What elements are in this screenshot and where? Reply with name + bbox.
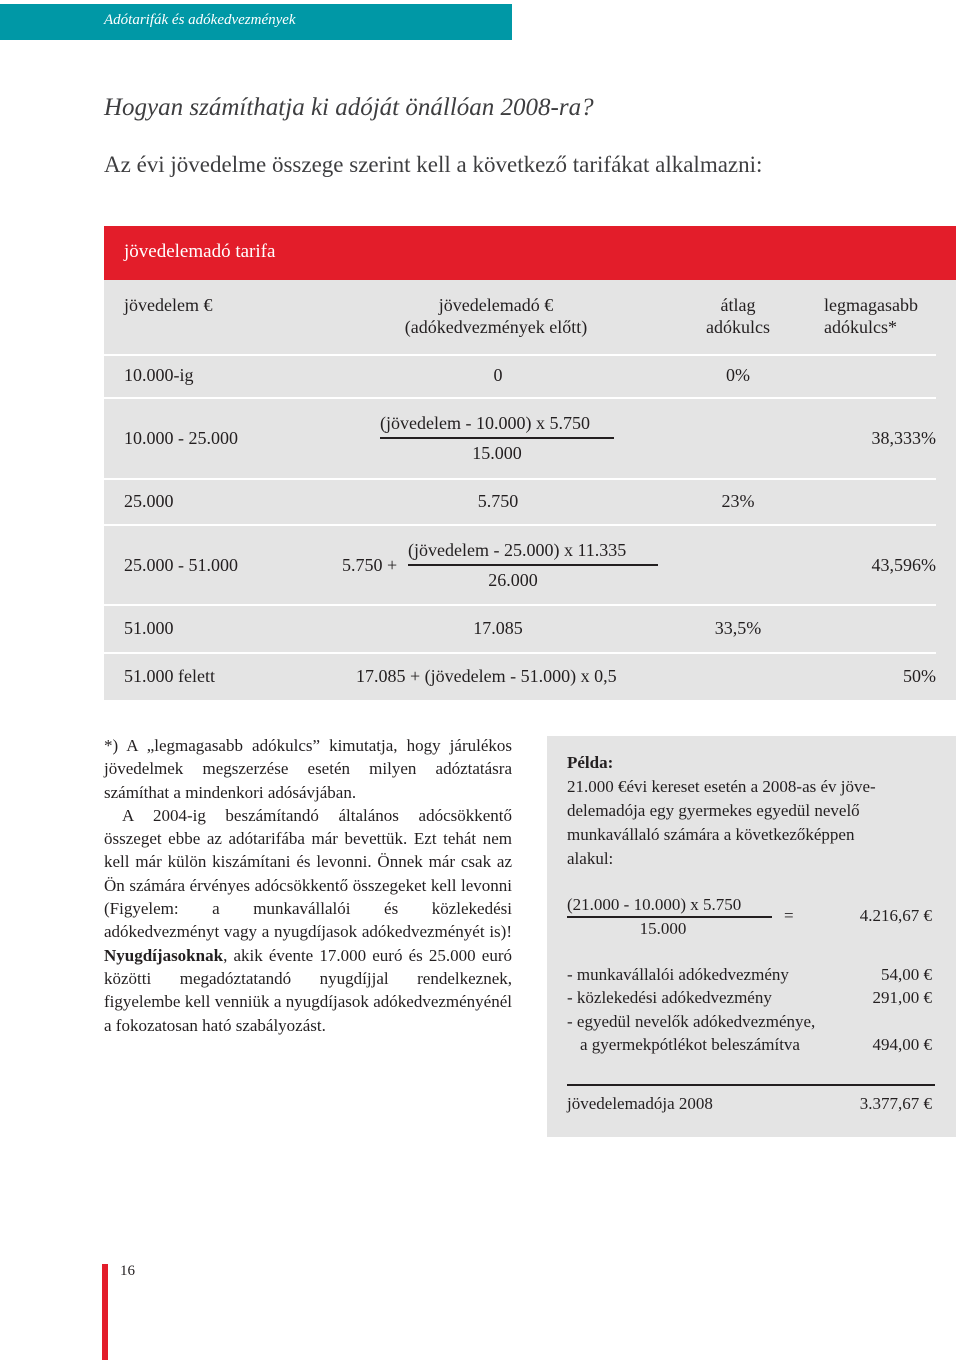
row1-avg: 0% [726, 365, 750, 385]
deduction-label: - egyedül nevelők adókedvezménye, [567, 1012, 816, 1031]
row4-income: 25.000 - 51.000 [124, 555, 238, 575]
page-intro: Az évi jövedelme összege szerint kell a következő tarifákat alkalmazni: [104, 152, 763, 177]
fraction-line [408, 564, 658, 566]
row5-tax: 17.085 [473, 618, 523, 638]
row6-tax: 17.085 + (jövedelem - 51.000) x 0,5 [356, 666, 617, 686]
example-text-line: munkavállaló számára a következőképpen [567, 825, 855, 844]
header-max-line1: legmagasabb [824, 295, 918, 315]
row-divider [104, 478, 936, 480]
example-numerator: (21.000 - 10.000) x 5.750 [567, 895, 742, 914]
footnote-paragraph-1: *) A „legmagasabb adókulcs” kimutatja, hogy járulékos jövedelmek megszerzése esetén milyen adóztatásra számíthat a mindenkori adósávjában. [104, 736, 512, 802]
section-title: Adótarifák és adókedvezmények [104, 12, 296, 28]
example-result: 4.216,67 € [859, 906, 932, 925]
fraction-line [567, 916, 772, 918]
deduction-label: - munkavállalói adókedvezmény [567, 965, 789, 984]
deduction-value: 494,00 € [872, 1035, 932, 1054]
header-income: jövedelem € [124, 295, 213, 315]
row6-max: 50% [903, 666, 936, 686]
deduction-value: 54,00 € [881, 965, 932, 984]
row6-income: 51.000 felett [124, 666, 215, 686]
deduction-value: 291,00 € [872, 988, 932, 1007]
row1-tax: 0 [493, 365, 503, 385]
example-text-line: 21.000 €évi kereset esetén a 2008-as év jöve- [567, 777, 876, 796]
example-denominator: 15.000 [639, 919, 687, 938]
footnote-text: A 2004-ig beszámítandó általános adócsökkentő összeget ebbe az adótarifába már bevettük. Ezt tehát nem kell már külön kiszámítani és levonni. Önnek már csak az Ön számára érvényes adócsökkentő összegeket kell levonni (Figyelem: a munkavállalói és közlekedési adókedvezményt vagy a nyugdíjasok adókedvezményét is)! [104, 805, 512, 942]
example-equals: = [784, 906, 794, 925]
row2-income: 10.000 - 25.000 [124, 428, 238, 448]
header-tax-line2: (adókedvezmények előtt) [404, 317, 588, 337]
page-number-bar [102, 1264, 108, 1360]
footnote-paragraph-2 [104, 804, 512, 1037]
row3-tax: 5.750 [477, 491, 519, 511]
tariff-title: jövedelemadó tarifa [124, 241, 276, 262]
example-text-line: delemadója egy gyermekes egyedül nevelő [567, 801, 860, 820]
row3-income: 25.000 [124, 491, 174, 511]
row1-income: 10.000-ig [124, 365, 194, 385]
row5-income: 51.000 [124, 618, 174, 638]
example-title: Példa: [567, 753, 614, 772]
fraction-line [380, 437, 614, 439]
total-label: jövedelemadója 2008 [567, 1094, 713, 1113]
row-divider [104, 354, 936, 356]
row-divider [104, 604, 936, 606]
header-avg-line2: adókulcs [706, 317, 770, 337]
row2-max: 38,333% [871, 428, 936, 448]
footnote [104, 734, 512, 1037]
row5-avg: 33,5% [714, 618, 762, 638]
header-tax-line1: jövedelemadó € [438, 295, 554, 315]
footnote-text-end: , akik évente 17.000 euró és 25.000 euró közötti megadóztatandó nyugdíjjal rendelkeznek, figyelembe kell venniük a nyugdíjasok adókedvezményénél a fokozatosan ható szabályozást. [104, 945, 512, 1035]
footnote-bold-term: Nyugdíjasoknak [104, 945, 224, 965]
row4-numerator: (jövedelem - 25.000) x 11.335 [408, 540, 627, 560]
row3-avg: 23% [721, 491, 755, 511]
deduction-label: a gyermekpótlékot beleszámítva [580, 1035, 800, 1054]
row4-max: 43,596% [871, 555, 936, 575]
row4-prefix: 5.750 + [342, 555, 398, 575]
row4-denominator: 26.000 [488, 570, 538, 590]
row-divider [104, 397, 936, 399]
header-max-line2: adókulcs* [824, 317, 897, 337]
total-divider [567, 1084, 935, 1086]
example-text-line: alakul: [567, 849, 614, 868]
total-value: 3.377,67 € [859, 1094, 932, 1113]
page-heading: Hogyan számíthatja ki adóját önállóan 2008-ra? [104, 94, 594, 121]
header-avg-line1: átlag [720, 295, 756, 315]
row2-denominator: 15.000 [472, 443, 522, 463]
deduction-label: - közlekedési adókedvezmény [567, 988, 772, 1007]
page-number: 16 [120, 1263, 135, 1279]
row-divider [104, 652, 936, 654]
row2-numerator: (jövedelem - 10.000) x 5.750 [380, 413, 590, 433]
row-divider [104, 524, 936, 526]
